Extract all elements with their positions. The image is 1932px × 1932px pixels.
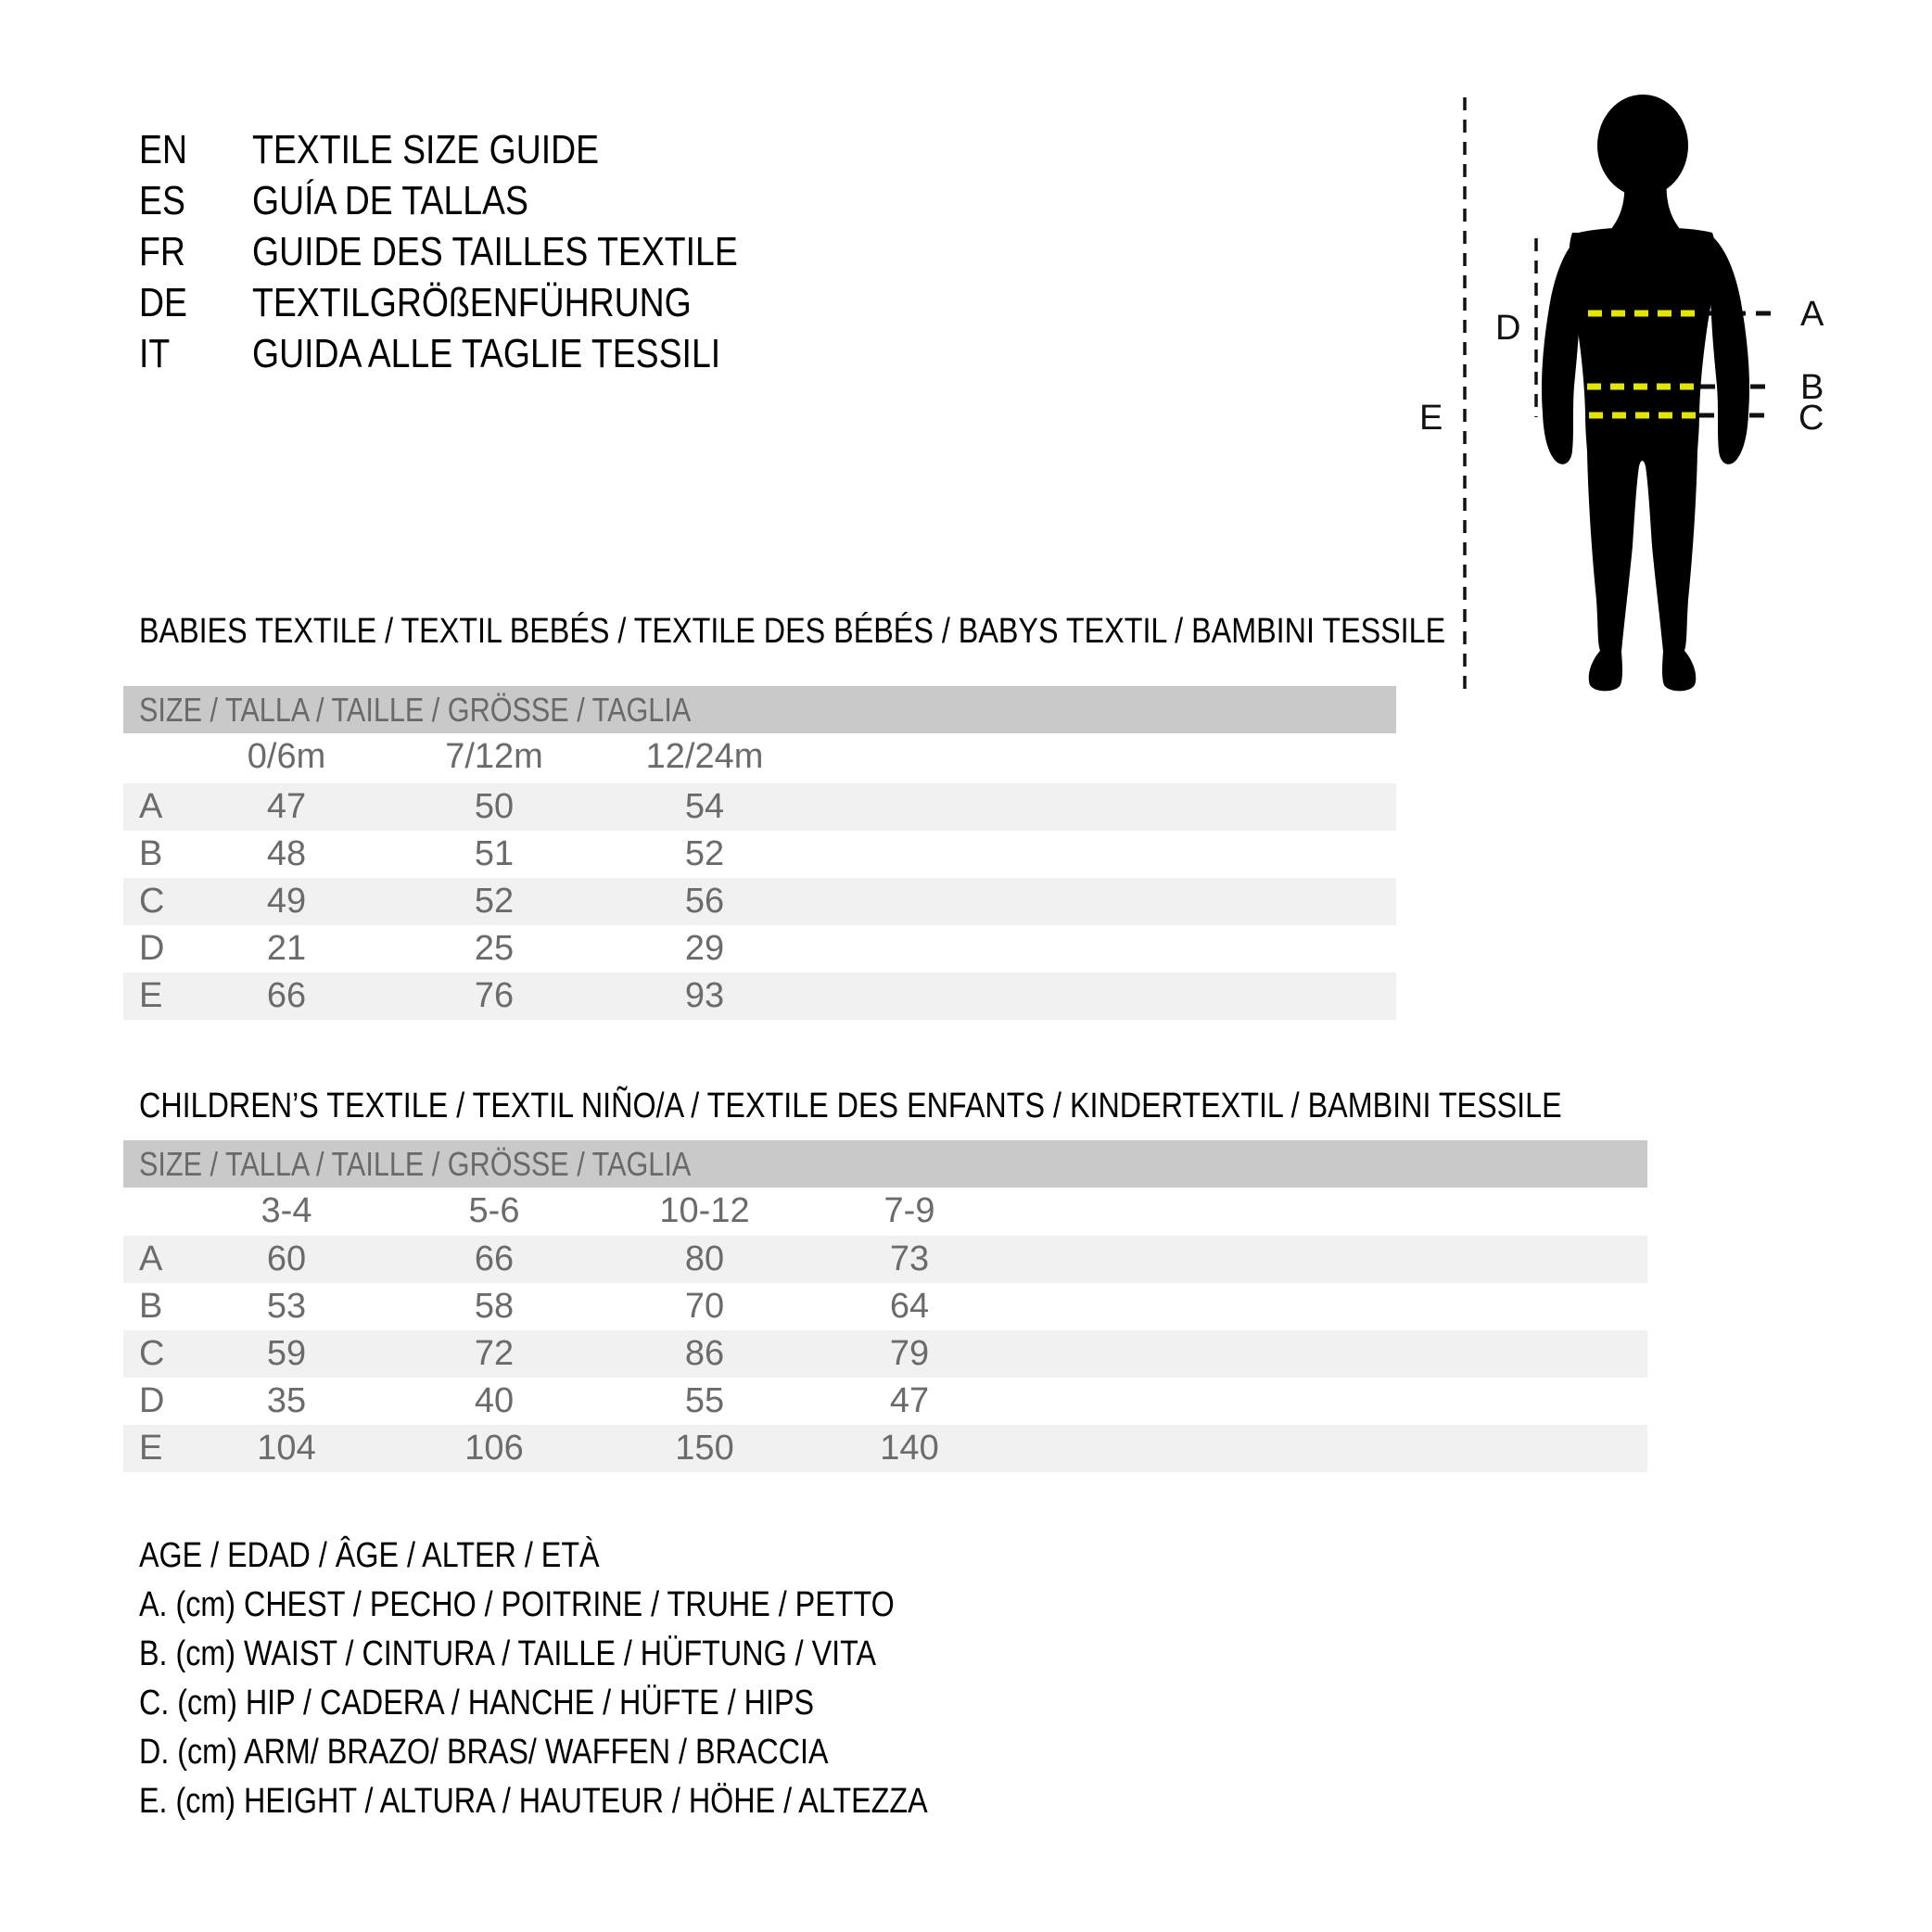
- legend-text: D. (cm) ARM/ BRAZO/ BRAS/ WAFFEN / BRACCIA: [139, 1733, 829, 1772]
- measure-label-b: B: [1800, 368, 1824, 407]
- table-cell: 56: [684, 882, 725, 921]
- children-row-b: [123, 1283, 1647, 1330]
- language-title: GUÍA DE TALLAS: [252, 178, 528, 223]
- children-row-d: [123, 1378, 1647, 1425]
- language-title: GUIDA ALLE TAGLIE TESSILI: [252, 331, 721, 376]
- legend-text: C. (cm) HIP / CADERA / HANCHE / HÜFTE / HIPS: [139, 1684, 815, 1722]
- legend-line-arm: [139, 1728, 1067, 1777]
- table-cell: 73: [889, 1239, 930, 1278]
- row-label: C: [139, 1334, 165, 1373]
- children-col-header: 7-9: [883, 1191, 935, 1230]
- babies-column-header-row: [123, 733, 1396, 781]
- measure-label-c: C: [1799, 399, 1824, 438]
- babies-col-header: 7/12m: [445, 737, 543, 776]
- table-cell: 150: [675, 1429, 734, 1468]
- table-cell: 47: [889, 1381, 930, 1420]
- row-label: A: [139, 787, 163, 826]
- row-label: D: [139, 929, 165, 968]
- table-cell: 59: [266, 1334, 307, 1373]
- language-code: EN: [139, 127, 187, 172]
- table-cell: 47: [266, 787, 307, 826]
- table-cell: 106: [464, 1429, 524, 1468]
- row-label: D: [139, 1381, 165, 1420]
- table-cell: 29: [684, 929, 725, 968]
- babies-row-c: [123, 878, 1396, 925]
- table-cell: 21: [266, 929, 307, 968]
- children-col-header: 3-4: [261, 1191, 312, 1230]
- language-code: FR: [139, 229, 185, 274]
- legend-text: E. (cm) HEIGHT / ALTURA / HAUTEUR / HÖHE / ALTEZZA: [139, 1782, 928, 1821]
- table-cell: 40: [474, 1381, 515, 1420]
- babies-col-header: 12/24m: [645, 737, 764, 776]
- table-cell: 35: [266, 1381, 307, 1420]
- language-title: GUIDE DES TAILLES TEXTILE: [252, 229, 738, 274]
- babies-col-header: 0/6m: [247, 737, 326, 776]
- table-cell: 49: [266, 882, 307, 921]
- table-cell: 72: [474, 1334, 515, 1373]
- babies-row-e: [123, 972, 1396, 1020]
- table-cell: 86: [684, 1334, 725, 1373]
- row-label: B: [139, 834, 163, 873]
- language-title: TEXTILGRÖßENFÜHRUNG: [252, 280, 692, 325]
- children-row-a: [123, 1236, 1647, 1283]
- table-cell: 25: [474, 929, 515, 968]
- silhouette-right-arm: [1710, 235, 1749, 464]
- children-col-header: 10-12: [659, 1191, 750, 1230]
- table-cell: 70: [684, 1287, 725, 1326]
- language-code: IT: [139, 331, 171, 376]
- babies-section-title-text: BABIES TEXTILE / TEXTIL BEBÉS / TEXTILE DES BÉBÉS / BABYS TEXTIL / BAMBINI TESSILE: [139, 612, 1446, 651]
- child-silhouette: [1542, 95, 1749, 691]
- babies-size-header-bar: [123, 686, 1396, 733]
- row-label: C: [139, 882, 165, 921]
- legend-line-chest: [139, 1581, 1067, 1630]
- table-cell: 66: [266, 976, 307, 1015]
- children-section-title: [139, 1087, 1812, 1125]
- table-cell: 48: [266, 834, 307, 873]
- babies-size-header-text: SIZE / TALLA / TAILLE / GRÖSSE / TAGLIA: [139, 691, 692, 729]
- table-cell: 52: [684, 834, 725, 873]
- legend-line-hip: [139, 1679, 1067, 1728]
- row-label: B: [139, 1287, 163, 1326]
- table-cell: 80: [684, 1239, 725, 1278]
- babies-section-title: [139, 612, 1676, 651]
- language-code: ES: [139, 178, 185, 223]
- table-cell: 79: [889, 1334, 930, 1373]
- children-col-header: 5-6: [468, 1191, 520, 1230]
- language-title: TEXTILE SIZE GUIDE: [252, 127, 600, 172]
- children-row-e: [123, 1425, 1647, 1472]
- legend-line-waist: [139, 1630, 1067, 1679]
- measure-label-e: E: [1419, 399, 1443, 438]
- babies-row-d: [123, 925, 1396, 972]
- measure-label-a: A: [1800, 295, 1824, 334]
- legend-text: A. (cm) CHEST / PECHO / POITRINE / TRUHE / PETTO: [139, 1585, 895, 1624]
- silhouette-left-arm: [1542, 235, 1582, 464]
- table-cell: 51: [474, 834, 515, 873]
- table-cell: 66: [474, 1239, 515, 1278]
- children-section-title-text: CHILDREN’S TEXTILE / TEXTIL NIÑO/A / TEXTILE DES ENFANTS / KINDERTEXTIL / BAMBINI TESSILE: [139, 1087, 1562, 1125]
- table-cell: 76: [474, 976, 515, 1015]
- table-cell: 104: [257, 1429, 316, 1468]
- row-label: A: [139, 1239, 163, 1278]
- babies-row-a: [123, 783, 1396, 831]
- table-cell: 52: [474, 882, 515, 921]
- legend-line-height: [139, 1777, 1067, 1826]
- row-label: E: [139, 976, 163, 1015]
- children-row-c: [123, 1330, 1647, 1378]
- legend-text: AGE / EDAD / ÂGE / ALTER / ETÀ: [139, 1536, 600, 1575]
- table-cell: 54: [684, 787, 725, 826]
- table-cell: 50: [474, 787, 515, 826]
- children-size-header-text: SIZE / TALLA / TAILLE / GRÖSSE / TAGLIA: [139, 1145, 692, 1183]
- children-size-header-bar: [123, 1140, 1647, 1188]
- table-cell: 58: [474, 1287, 515, 1326]
- table-cell: 55: [684, 1381, 725, 1420]
- table-cell: 140: [880, 1429, 939, 1468]
- table-cell: 64: [889, 1287, 930, 1326]
- row-label: E: [139, 1429, 163, 1468]
- legend-line-age: [139, 1532, 1067, 1581]
- table-cell: 60: [266, 1239, 307, 1278]
- measure-label-d: D: [1495, 309, 1521, 348]
- language-code: DE: [139, 280, 187, 325]
- legend-text: B. (cm) WAIST / CINTURA / TAILLE / HÜFTUNG / VITA: [139, 1634, 877, 1673]
- babies-row-b: [123, 831, 1396, 878]
- table-cell: 93: [684, 976, 725, 1015]
- table-cell: 53: [266, 1287, 307, 1326]
- measurement-legend: [139, 1532, 1067, 1826]
- children-column-header-row: [123, 1188, 1647, 1235]
